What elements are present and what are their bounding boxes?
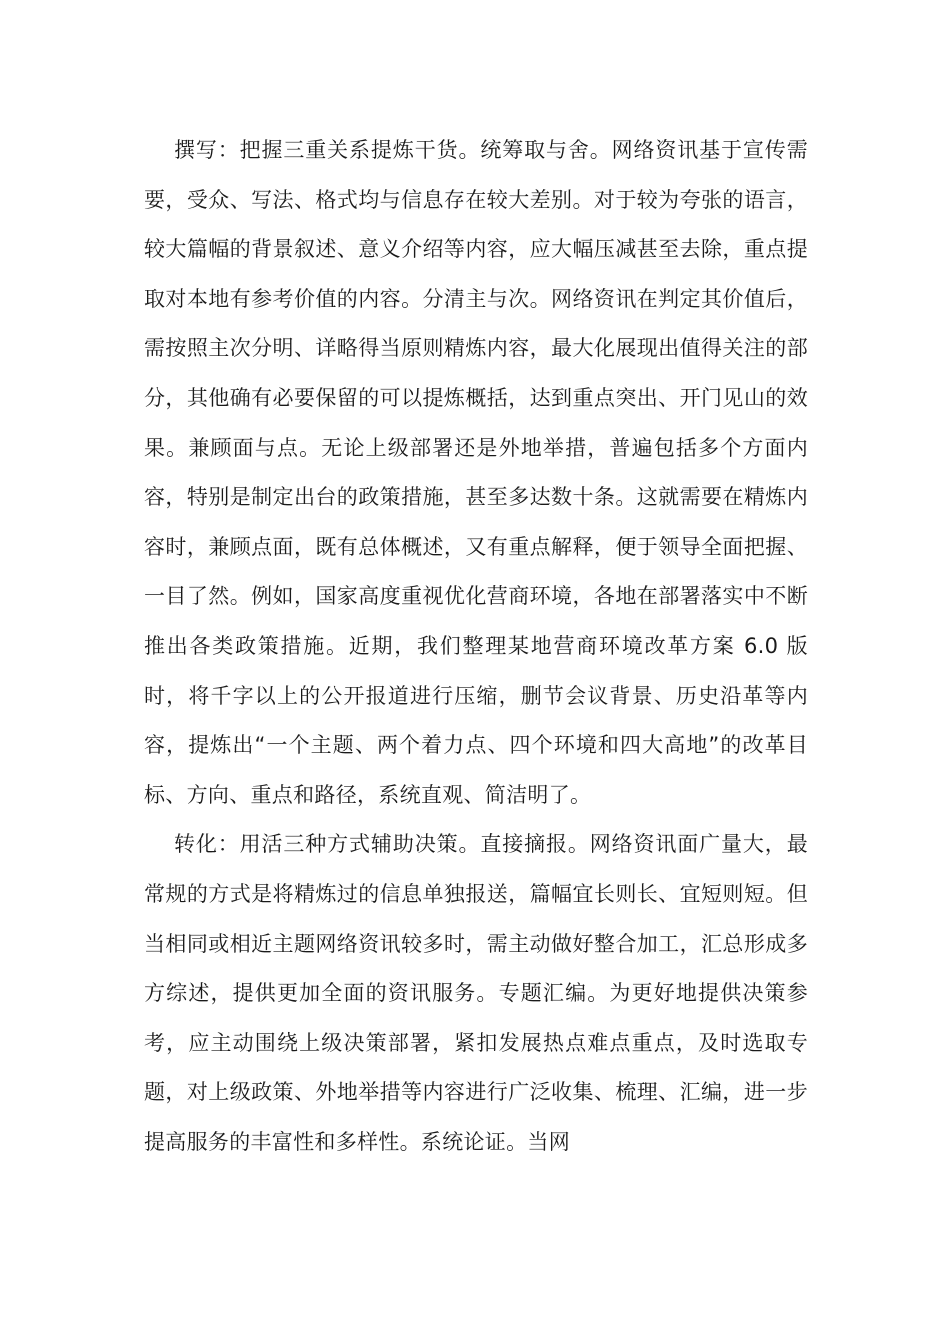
document-body	[144, 126, 808, 1167]
paragraph-conversion: 转化：用活三种方式辅助决策。直接摘报。网络资讯面广量大，最常规的方式是将精炼过的信息单独报送，篇幅宜长则长、宜短则短。但当相同或相近主题网络资讯较多时，需主动做好整合加工，汇总形成多方综述，提供更加全面的资讯服务。专题汇编。为更好地提供决策参考，应主动围绕上级决策部署，紧扣发展热点难点重点，及时选取专题，对上级政策、外地举措等内容进行广泛收集、梳理、汇编，进一步提高服务的丰富性和多样性。系统论证。当网	[144, 832, 808, 1154]
paragraph-drafting: 撰写：把握三重关系提炼干货。统筹取与舍。网络资讯基于宣传需要，受众、写法、格式均与信息存在较大差别。对于较为夸张的语言，较大篇幅的背景叙述、意义介绍等内容，应大幅压减甚至去除，重点提取对本地有参考价值的内容。分清主与次。网络资讯在判定其价值后，需按照主次分明、详略得当原则精炼内容，最大化展现出值得关注的部分，其他确有必要保留的可以提炼概括，达到重点突出、开门见山的效果。兼顾面与点。无论上级部署还是外地举措，普遍包括多个方面内容，特别是制定出台的政策措施，甚至多达数十条。这就需要在精炼内容时，兼顾点面，既有总体概述，又有重点解释，便于领导全面把握、一目了然。例如，国家高度重视优化营商环境，各地在部署落实中不断推出各类政策措施。近期，我们整理某地营商环境改革方案 6.0 版时，将千字以上的公开报道进行压缩，删节会议背景、历史沿革等内容，提炼出“一个主题、两个着力点、四个环境和四大高地”的改革目标、方向、重点和路径，系统直观、简洁明了。	[144, 138, 808, 807]
